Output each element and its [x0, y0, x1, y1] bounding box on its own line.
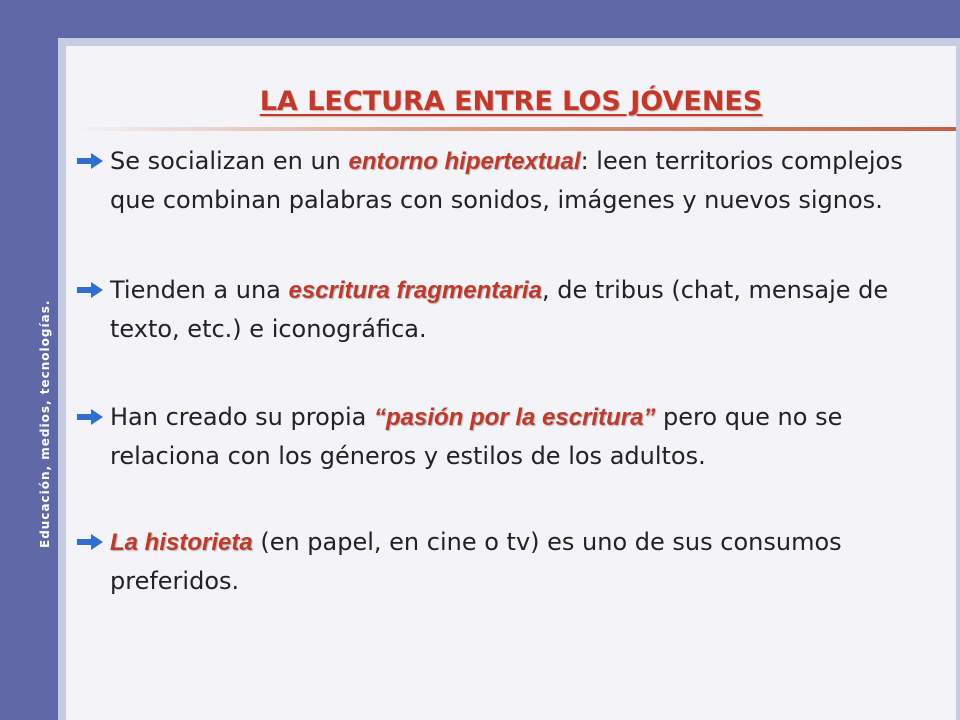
bullet-item	[76, 523, 936, 600]
sidebar	[0, 38, 58, 720]
bullet-highlight: entorno hipertextual	[348, 148, 581, 175]
right-arrow-icon	[76, 407, 104, 427]
bullet-item	[76, 271, 936, 348]
bullet-highlight: La historieta	[110, 529, 253, 556]
bullet-highlight: “pasión por la escritura”	[374, 404, 656, 431]
bullet-text: Han creado su propia	[110, 403, 374, 431]
bullet-text: , de tribus (chat, mensaje de texto, etc.) e iconográfica.	[110, 276, 889, 343]
bullet-list	[76, 138, 936, 600]
bullet-highlight: escritura fragmentaria	[288, 277, 542, 304]
top-bar	[0, 0, 960, 38]
bullet-text: (en papel, en cine o tv) es uno de sus consumos preferidos.	[110, 528, 842, 595]
right-arrow-icon	[76, 280, 104, 300]
right-arrow-icon	[76, 151, 104, 171]
bullet-text: pero que no se relaciona con los géneros y estilos de los adultos.	[110, 403, 843, 470]
sidebar-label: Educación, medios, tecnologías.	[38, 299, 52, 548]
bullet-text: Tienden a una	[110, 276, 289, 304]
title-divider	[66, 127, 956, 131]
bullet-item	[76, 142, 936, 219]
right-arrow-icon	[76, 532, 104, 552]
bullet-text: : leen territorios complejos que combinan palabras con sonidos, imágenes y nuevos signos.	[110, 147, 903, 214]
bullet-text: Se socializan en un	[110, 147, 349, 175]
bullet-item	[76, 398, 936, 475]
slide-title: LA LECTURA ENTRE LOS JÓVENES	[259, 86, 763, 117]
